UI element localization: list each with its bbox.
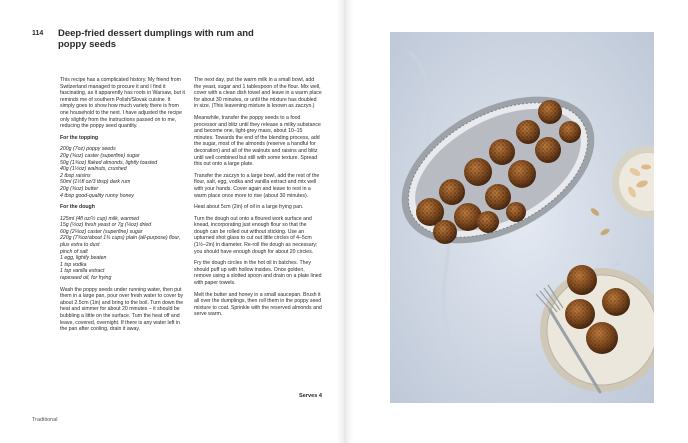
serves-label: Serves 4 [298, 393, 322, 399]
page-number: 114 [32, 30, 44, 37]
text-column-left [60, 77, 185, 338]
intro-paragraph: This recipe has a complicated history. My friend from Switzerland managed to procure it and I find it fascinating, as it apparently has roots in Warsaw, but it reminds me of southern Polish/Slovak cuisine. It simply goes to show how much variety there is from one household to the next. I have adjusted the recipe only slightly from the instructions passed on to me, reducing the poppy seed quantity. [60, 77, 185, 130]
ingredient: 220g (7¾oz/about 1¾ cups) plain (all-purpose) flour, plus extra to dust [60, 235, 181, 249]
running-footer: Traditional [32, 417, 58, 423]
ingredient: 1 egg, lightly beaten [60, 255, 107, 262]
ingredient: 60g (2¼oz) caster (superfine) sugar [60, 228, 143, 235]
ingredient: 50ml (1½fl oz/3 tbsp) dark rum [60, 179, 131, 186]
method-step: Fry the dough circles in the hot oil in batches. They should puff up with hollow insides. Once golden, remove using a slotted spoon and drain on a plate lined with paper towels. [194, 260, 322, 287]
ingredient: rapeseed oil, for frying [60, 275, 112, 282]
ingredient: pinch of salt [60, 248, 88, 255]
book-gutter [336, 0, 354, 443]
recipe-title: Deep-fried dessert dumplings with rum and poppy seeds [58, 28, 254, 50]
dough-ingredients [60, 216, 185, 282]
ingredient: 2 tbsp raisins [60, 172, 91, 179]
method-step: Wash the poppy seeds under running water, then put them in a large pan, pour over fresh water to cover by about 2.5cm (1in) and bring to the boil. Turn down the heat and simmer for about 20 minutes – it should be bubbling a little on the surface. Turn the heat off and leave, covered, overnight. If there is any water left in the pan after cooling, drain it away. [60, 286, 184, 333]
ingredient: 20g (¾oz) butter [60, 185, 99, 192]
ingredient: 20g (¾oz) caster (superfine) sugar [60, 152, 140, 159]
food-photo [390, 32, 654, 403]
method-step: The next day, put the warm milk in a small bowl, add the yeast, sugar and 1 tablespoon of the flour. Mix well, cover with a clean dish towel and leave in a warm place for about 30 minutes, or until the mixture has doubled in size. (This leavening mixture is known as zaczyn.) [194, 77, 322, 110]
method-step: Turn the dough out onto a floured work surface and knead, incorporating just enough flour so that the dough can be rolled out without sticking. Use an upturned shot glass to cut out little circles of 4–5cm (1½–2in) in diameter. Re-roll the dough as necessary; you should have enough dough for about 20 circles. [194, 215, 318, 255]
method-step: Melt the butter and honey in a small saucepan. Brush it all over the dumplings, then roll them in the poppy seed mixture to coat. Sprinkle with the reserved almonds and serve warm. [194, 291, 322, 318]
ingredient: 200g (7oz) poppy seeds [60, 146, 116, 153]
method-step: Heat about 5cm (2in) of oil in a large frying pan. [194, 204, 304, 211]
ingredient: 15g (½oz) fresh yeast or 7g (¼oz) dried [60, 222, 152, 229]
ingredient: 1 tsp vanilla extract [60, 268, 105, 275]
method-step: Transfer the zaczyn to a large bowl, add the rest of the flour, salt, egg, vodka and vanilla extract and mix well with your hands. Cover again and leave to rest in a warm place once more to rise (about 30 minutes). [194, 172, 320, 199]
ingredient: 1 tsp vodka [60, 261, 87, 268]
dough-heading: For the dough [60, 204, 95, 211]
ingredient: 50g (1¾oz) flaked almonds, lightly toasted [60, 159, 158, 166]
ingredient: 125ml (4fl oz/½ cup) milk, warmed [60, 215, 139, 222]
ingredient: 40g (1½oz) walnuts, crushed [60, 166, 127, 173]
method-step: Meanwhile, transfer the poppy seeds to a food processor and blitz until they release a milky substance and become one, light-grey mass, about 10–15 minutes. Towards the end of the blending process, add the sugar, most of the almonds (reserve a handful for decoration) and all of the walnuts and raisins and blitz until well combined but still with some texture. Spread this out onto a large plate. [194, 114, 321, 168]
text-column-right [194, 77, 322, 323]
topping-heading: For the topping [60, 134, 99, 141]
topping-ingredients [60, 146, 185, 199]
ingredient: 4 tbsp good-quality runny honey [60, 192, 134, 199]
